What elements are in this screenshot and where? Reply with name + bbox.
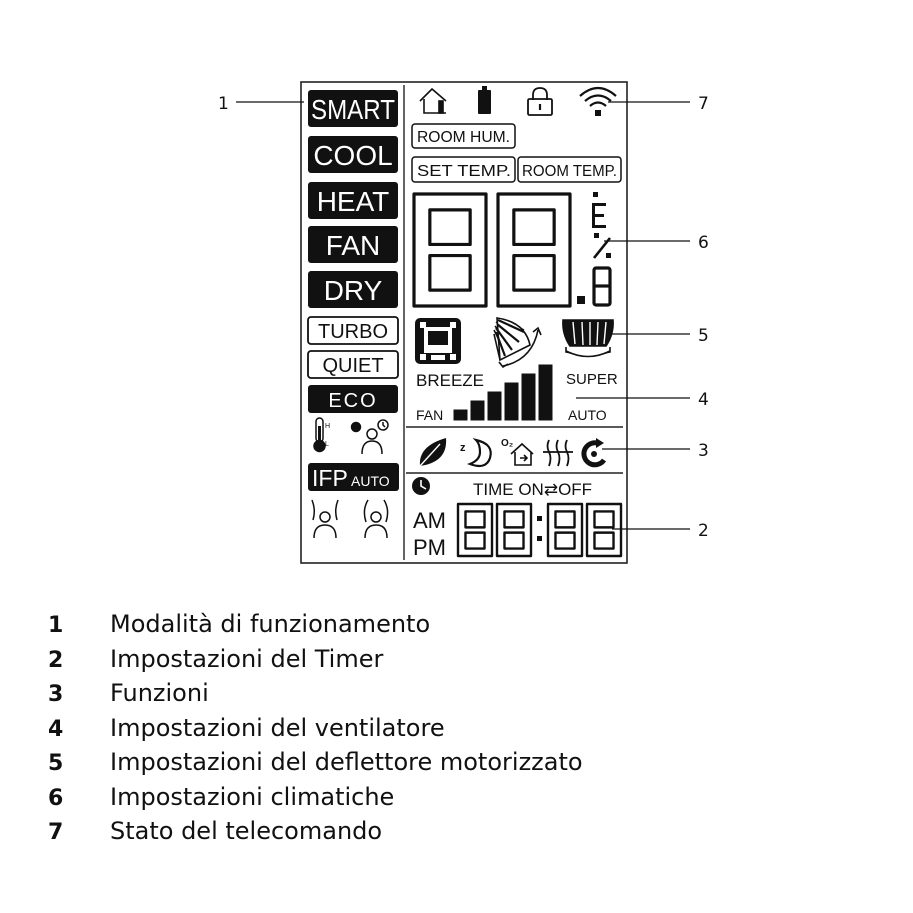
small-digit-8 xyxy=(594,268,610,305)
room-hum-label: ROOM HUM. xyxy=(417,129,510,146)
legend-item xyxy=(48,714,583,749)
svg-text:O₂: O₂ xyxy=(501,438,514,449)
clock-digit-8 xyxy=(458,504,492,556)
mode-dry: DRY xyxy=(323,275,383,306)
svg-text:z: z xyxy=(460,442,466,454)
legend-item xyxy=(48,610,583,645)
fan-speed-bar xyxy=(471,401,484,420)
legend-text: Stato del telecomando xyxy=(110,817,383,845)
fan-speed-bar xyxy=(488,392,501,420)
legend-number: 2 xyxy=(48,647,64,673)
legend-item xyxy=(48,817,583,852)
fan-speed-bar xyxy=(539,365,552,420)
legend-item xyxy=(48,645,583,680)
leaf-icon xyxy=(420,438,446,466)
auto-label: AUTO xyxy=(568,407,607,423)
ifp-auto-label: AUTO xyxy=(351,473,390,489)
ifp-label: IFP xyxy=(312,465,348,491)
legend-text: Funzioni xyxy=(110,679,209,707)
legend-number: 7 xyxy=(48,820,64,845)
legend-number: 5 xyxy=(48,751,64,776)
mode-fan: FAN xyxy=(325,230,381,261)
legend-number: 6 xyxy=(48,785,64,811)
self-clean-icon xyxy=(584,438,604,465)
legend-number: 3 xyxy=(48,682,64,707)
legend-item xyxy=(48,783,583,818)
fan-speed-bar xyxy=(454,410,467,420)
pm-label: PM xyxy=(413,535,446,560)
clock-colon xyxy=(537,536,542,541)
set-temp-label: SET TEMP. xyxy=(417,163,511,180)
mode-eco: ECO xyxy=(328,390,378,412)
fan-speed-bar xyxy=(505,383,518,420)
battery-icon xyxy=(478,86,491,114)
vertical-swing-icon xyxy=(494,318,541,367)
legend-text: Modalità di funzionamento xyxy=(110,610,431,638)
home-icon xyxy=(420,89,446,113)
legend-number: 4 xyxy=(48,716,64,742)
mode-list xyxy=(308,90,398,308)
mode-quiet: QUIET xyxy=(322,355,384,377)
fresh-air-icon xyxy=(501,438,533,465)
mode-smart: SMART xyxy=(311,94,395,125)
timer-on-off-label: TIME ON⇄OFF xyxy=(473,480,593,499)
mode-cool: COOL xyxy=(313,140,393,171)
callout-number-1: 1 xyxy=(218,94,229,114)
lock-icon xyxy=(528,88,552,115)
callout-number-4: 4 xyxy=(698,390,709,410)
svg-text:H: H xyxy=(325,423,331,430)
legend-item xyxy=(48,679,583,714)
mode-heat: HEAT xyxy=(316,186,390,217)
clock-icon xyxy=(412,477,430,495)
breeze-icon xyxy=(415,318,461,364)
airflow-people-icon xyxy=(312,500,388,538)
fan-speed-bar xyxy=(522,374,535,420)
room-temp-label: ROOM TEMP. xyxy=(522,163,617,180)
callout-number-5: 5 xyxy=(698,326,709,346)
temperature-digits xyxy=(414,194,570,306)
clock-digit-8 xyxy=(548,504,582,556)
legend-number: 1 xyxy=(48,613,64,638)
legend-item xyxy=(48,748,583,783)
legend-text: Impostazioni del deflettore motorizzato xyxy=(110,748,583,776)
horizontal-swing-icon xyxy=(563,320,613,357)
heater-icon xyxy=(543,440,573,466)
legend-text: Impostazioni del ventilatore xyxy=(110,713,445,742)
super-label: SUPER xyxy=(566,371,618,388)
clock-digit-8 xyxy=(497,504,531,556)
callout-number-2: 2 xyxy=(698,521,709,541)
sleep-icon xyxy=(460,440,491,466)
person-follow-icon xyxy=(352,420,389,454)
svg-text:L: L xyxy=(325,441,329,448)
mode-turbo: TURBO xyxy=(318,321,388,343)
clock-digit-8 xyxy=(587,504,621,556)
callout-number-7: 7 xyxy=(698,94,709,114)
big-digit-8 xyxy=(414,194,486,306)
percent-icon xyxy=(594,233,611,258)
celsius-icon xyxy=(592,192,606,228)
decimal-point xyxy=(577,296,585,304)
am-label: AM xyxy=(413,508,446,533)
big-digit-8 xyxy=(498,194,570,306)
callout-number-6: 6 xyxy=(698,233,709,253)
fan-label: FAN xyxy=(416,407,444,423)
legend-text: Impostazioni climatiche xyxy=(110,782,395,811)
clock-digits xyxy=(458,504,621,556)
legend-text: Impostazioni del Timer xyxy=(110,644,384,673)
thermometer-icon xyxy=(314,418,330,452)
clock-colon xyxy=(537,516,542,521)
callout-number-3: 3 xyxy=(698,441,709,461)
breeze-label: BREEZE xyxy=(416,371,485,390)
legend xyxy=(48,610,583,852)
